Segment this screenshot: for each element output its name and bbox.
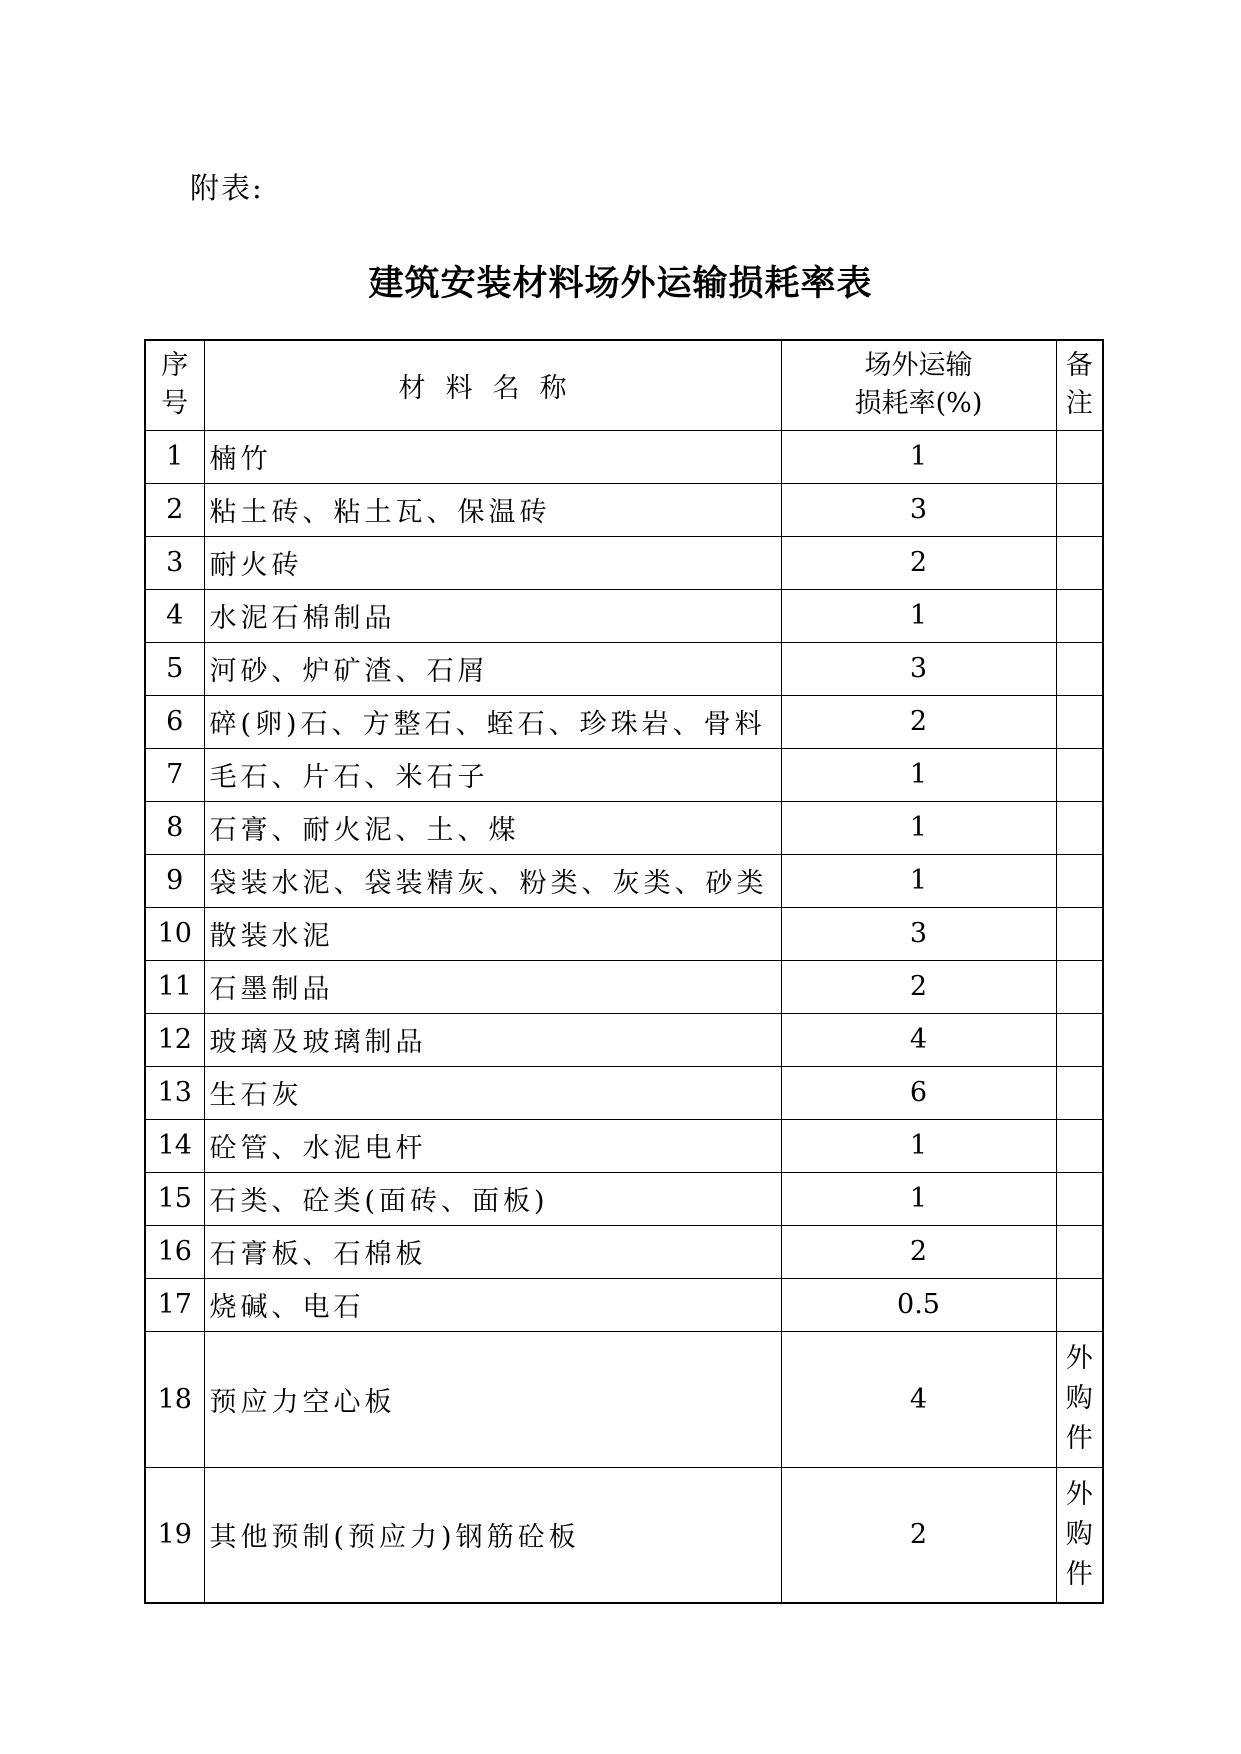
row-remark: [1056, 1467, 1103, 1603]
row-serial-number: 15: [145, 1172, 204, 1225]
loss-rate-table: [144, 339, 1104, 1604]
row-material-name: 粘土砖、粘土瓦、保温砖: [204, 483, 781, 536]
row-loss-rate: 1: [781, 801, 1056, 854]
table-row: [145, 1225, 1103, 1278]
header-remark-line-1: 备: [1065, 350, 1093, 382]
header-rate-line-2: 损耗率(%): [854, 388, 983, 420]
row-material-name: 袋装水泥、袋装精灰、粉类、灰类、砂类: [204, 854, 781, 907]
row-remark: [1056, 642, 1103, 695]
row-loss-rate: 2: [781, 960, 1056, 1013]
table-row: [145, 1467, 1103, 1603]
row-remark: [1056, 695, 1103, 748]
row-serial-number: 5: [145, 642, 204, 695]
row-loss-rate: 3: [781, 642, 1056, 695]
row-serial-number: 4: [145, 589, 204, 642]
row-remark: [1056, 483, 1103, 536]
header-serial-line-1: 序: [161, 350, 189, 382]
table-row: [145, 960, 1103, 1013]
header-rate-line-1: 场外运输: [864, 350, 973, 382]
row-remark: [1056, 1119, 1103, 1172]
row-serial-number: 1: [145, 430, 204, 483]
row-loss-rate: 1: [781, 589, 1056, 642]
row-loss-rate: 3: [781, 907, 1056, 960]
row-remark: [1056, 589, 1103, 642]
header-remark-line-2: 注: [1065, 388, 1093, 420]
row-remark: [1056, 1278, 1103, 1331]
table-row: [145, 589, 1103, 642]
row-serial-number: 3: [145, 536, 204, 589]
row-material-name: 石膏、耐火泥、土、煤: [204, 801, 781, 854]
row-remark: [1056, 430, 1103, 483]
row-material-name: 河砂、炉矿渣、石屑: [204, 642, 781, 695]
row-loss-rate: 0.5: [781, 1278, 1056, 1331]
header-loss-rate: [781, 340, 1056, 430]
row-material-name: 其他预制(预应力)钢筋砼板: [204, 1467, 781, 1603]
table-row: [145, 536, 1103, 589]
row-remark: [1056, 1225, 1103, 1278]
row-serial-number: 12: [145, 1013, 204, 1066]
row-remark: [1056, 748, 1103, 801]
row-remark-char: 外: [1065, 1343, 1093, 1374]
row-material-name: 生石灰: [204, 1066, 781, 1119]
row-remark: [1056, 1013, 1103, 1066]
header-material-name: 材料名称: [204, 340, 781, 430]
header-remark: [1056, 340, 1103, 430]
row-serial-number: 18: [145, 1331, 204, 1467]
row-serial-number: 13: [145, 1066, 204, 1119]
row-serial-number: 2: [145, 483, 204, 536]
row-serial-number: 8: [145, 801, 204, 854]
row-material-name: 碎(卵)石、方整石、蛭石、珍珠岩、骨料: [204, 695, 781, 748]
row-loss-rate: 6: [781, 1066, 1056, 1119]
document-title: 建筑安装材料场外运输损耗率表: [368, 264, 873, 304]
row-loss-rate: 2: [781, 1225, 1056, 1278]
row-material-name: 毛石、片石、米石子: [204, 748, 781, 801]
table-body: [145, 430, 1103, 1603]
row-loss-rate: 2: [781, 536, 1056, 589]
row-material-name: 烧碱、电石: [204, 1278, 781, 1331]
row-serial-number: 6: [145, 695, 204, 748]
table-row: [145, 854, 1103, 907]
row-remark: [1056, 801, 1103, 854]
row-serial-number: 17: [145, 1278, 204, 1331]
row-material-name: 耐火砖: [204, 536, 781, 589]
row-serial-number: 14: [145, 1119, 204, 1172]
row-material-name: 砼管、水泥电杆: [204, 1119, 781, 1172]
row-material-name: 玻璃及玻璃制品: [204, 1013, 781, 1066]
row-remark-char: 外: [1065, 1478, 1093, 1510]
row-loss-rate: 1: [781, 748, 1056, 801]
row-serial-number: 19: [145, 1467, 204, 1603]
table-row: [145, 1013, 1103, 1066]
row-remark: [1056, 1066, 1103, 1119]
row-serial-number: 11: [145, 960, 204, 1013]
table-row: [145, 1172, 1103, 1225]
row-remark-char: 购: [1065, 1518, 1093, 1550]
row-remark: [1056, 1331, 1103, 1467]
row-loss-rate: 4: [781, 1331, 1056, 1467]
row-serial-number: 16: [145, 1225, 204, 1278]
table-row: [145, 1066, 1103, 1119]
table-row: [145, 1331, 1103, 1467]
row-remark: [1056, 854, 1103, 907]
row-material-name: 石膏板、石棉板: [204, 1225, 781, 1278]
row-loss-rate: 4: [781, 1013, 1056, 1066]
table-row: [145, 748, 1103, 801]
row-loss-rate: 1: [781, 854, 1056, 907]
table-row: [145, 642, 1103, 695]
row-material-name: 楠竹: [204, 430, 781, 483]
row-remark: [1056, 960, 1103, 1013]
header-serial-line-2: 号: [161, 388, 189, 420]
row-remark-char: 件: [1065, 1558, 1093, 1590]
header-serial-number: [145, 340, 204, 430]
table-row: [145, 695, 1103, 748]
row-remark-char: 购: [1065, 1383, 1093, 1414]
table-row: [145, 1278, 1103, 1331]
table-row: [145, 483, 1103, 536]
row-remark: [1056, 907, 1103, 960]
row-loss-rate: 3: [781, 483, 1056, 536]
row-loss-rate: 1: [781, 1119, 1056, 1172]
row-remark: [1056, 1172, 1103, 1225]
row-loss-rate: 2: [781, 1467, 1056, 1603]
table-row: [145, 907, 1103, 960]
row-material-name: 预应力空心板: [204, 1331, 781, 1467]
row-remark: [1056, 536, 1103, 589]
table-row: [145, 801, 1103, 854]
row-material-name: 石墨制品: [204, 960, 781, 1013]
header-row: [145, 340, 1103, 430]
row-material-name: 散装水泥: [204, 907, 781, 960]
row-material-name: 石类、砼类(面砖、面板): [204, 1172, 781, 1225]
row-loss-rate: 1: [781, 430, 1056, 483]
row-material-name: 水泥石棉制品: [204, 589, 781, 642]
row-loss-rate: 1: [781, 1172, 1056, 1225]
attachment-label: 附表:: [190, 171, 264, 205]
row-serial-number: 9: [145, 854, 204, 907]
row-loss-rate: 2: [781, 695, 1056, 748]
table-row: [145, 1119, 1103, 1172]
row-serial-number: 7: [145, 748, 204, 801]
row-remark-char: 件: [1065, 1423, 1093, 1454]
row-serial-number: 10: [145, 907, 204, 960]
table-row: [145, 430, 1103, 483]
